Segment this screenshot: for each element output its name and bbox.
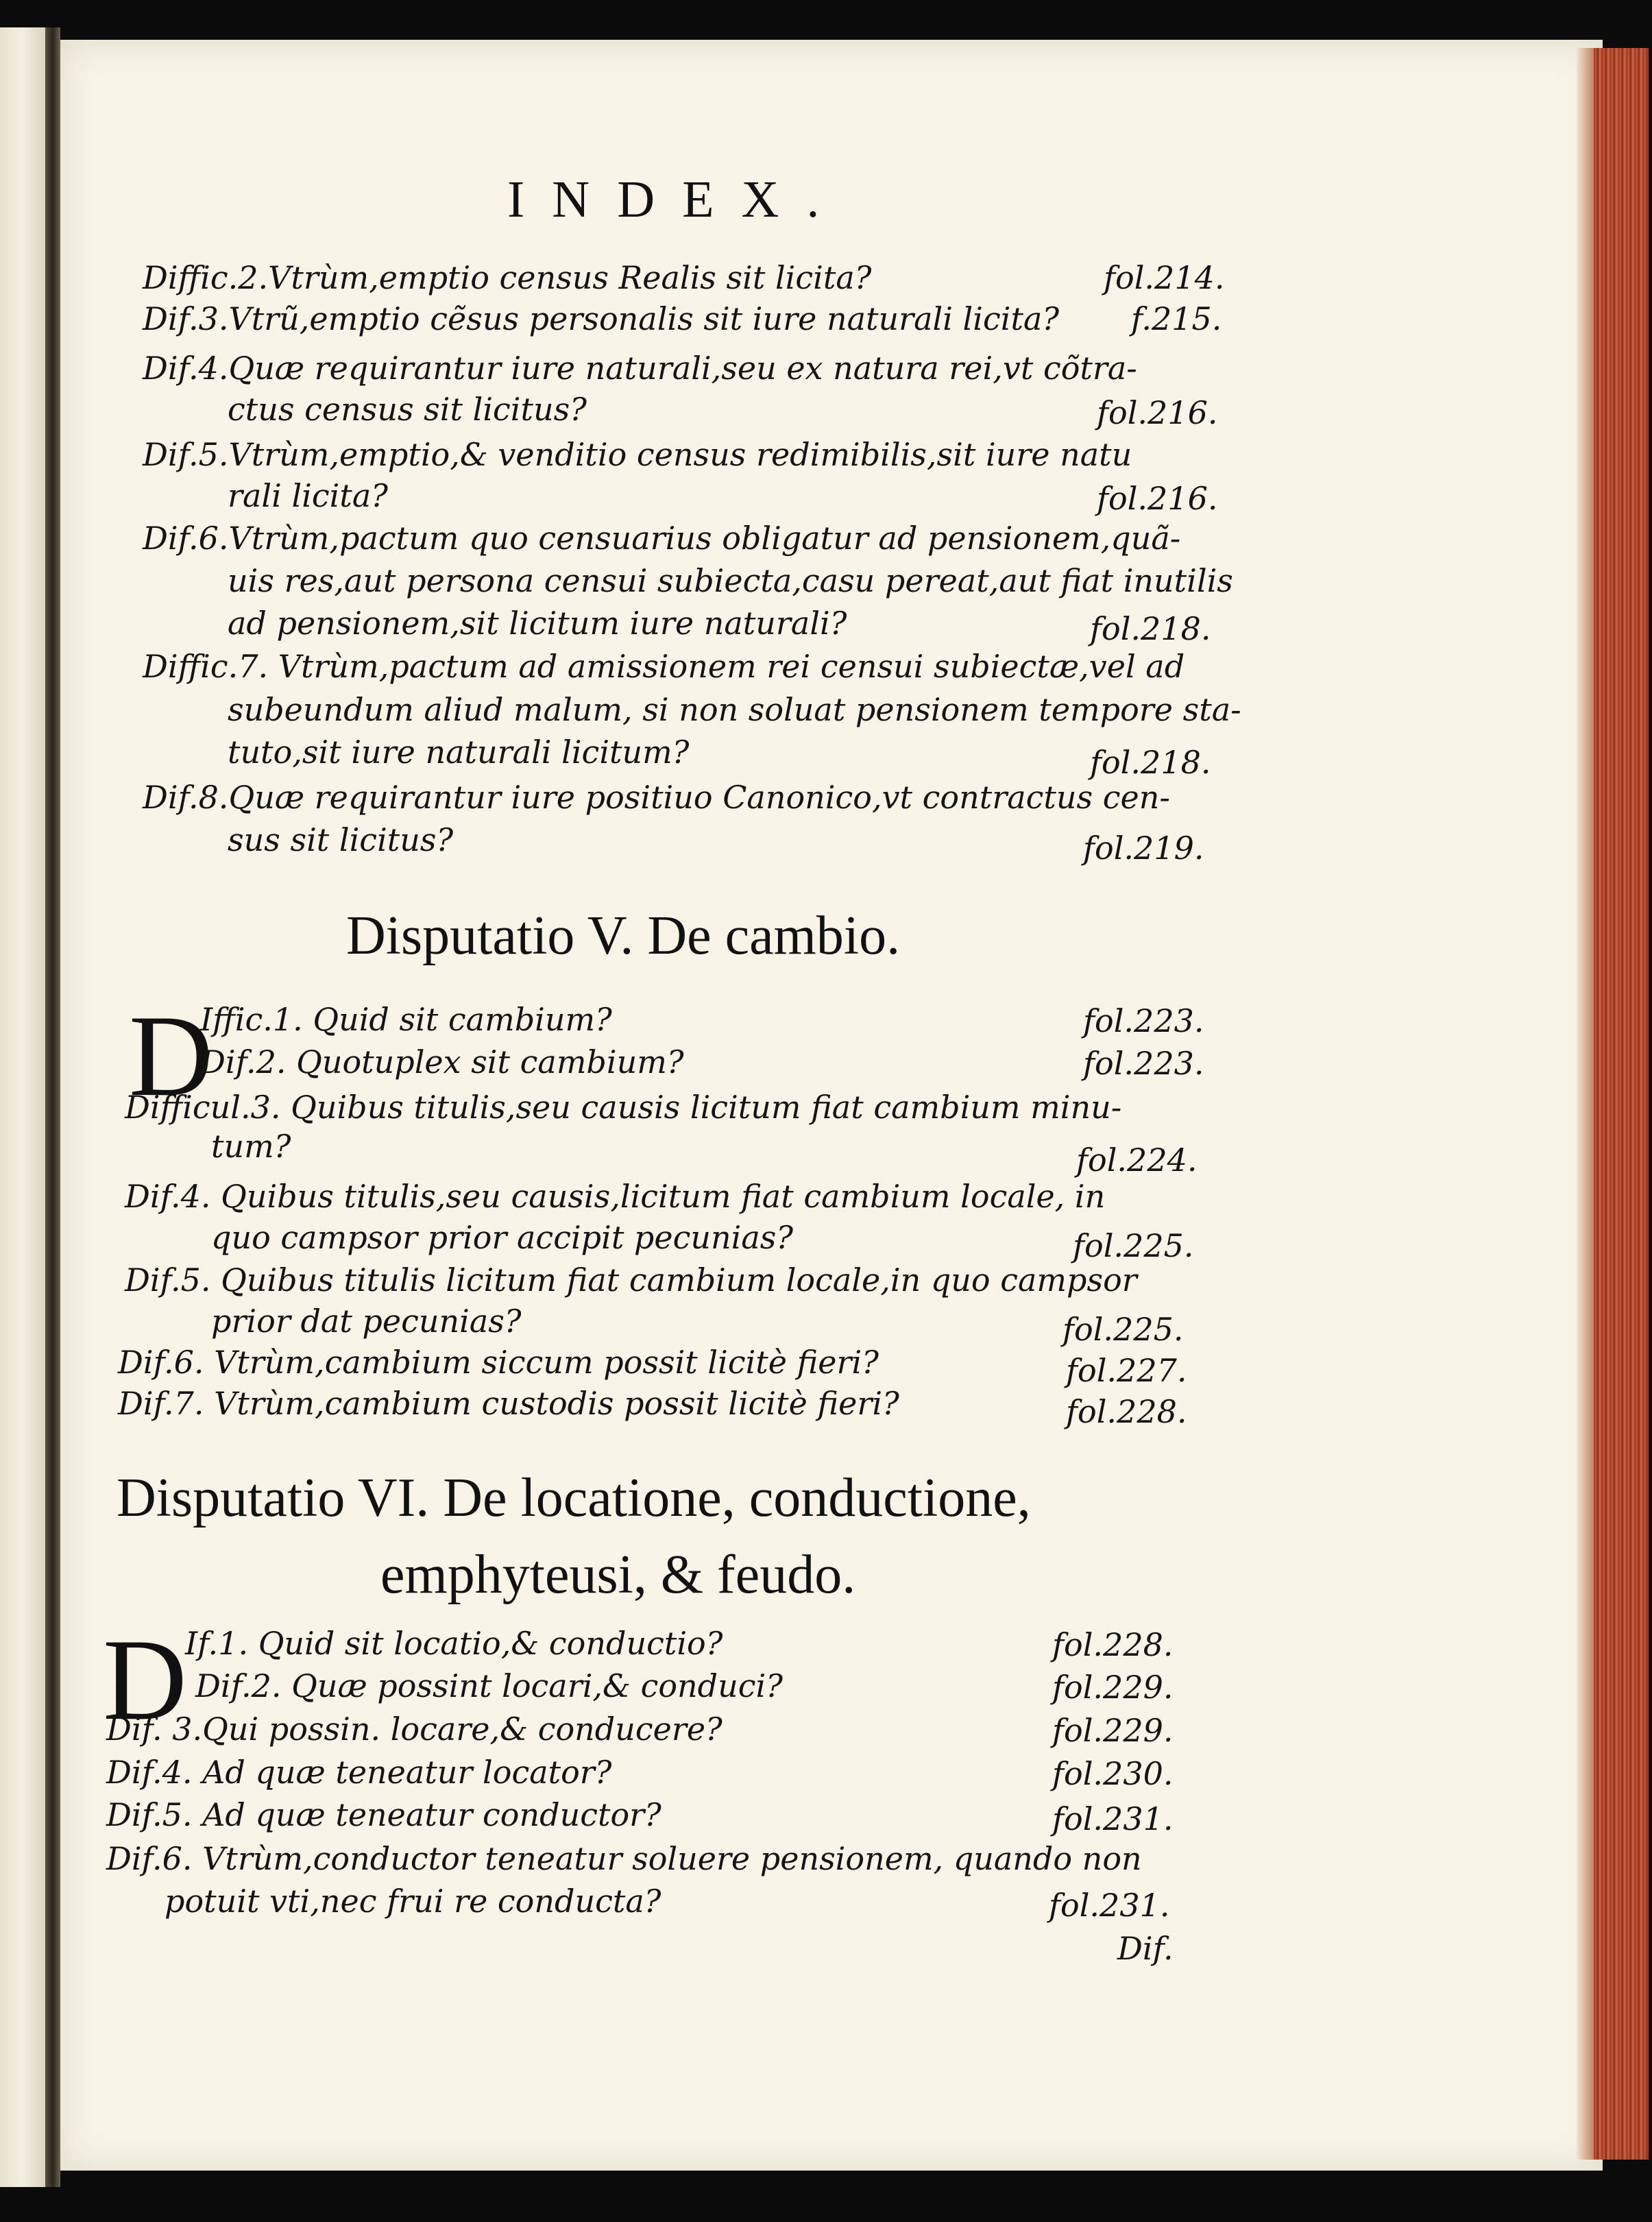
entry-line: Dif.4. Ad quæ teneatur locator? — [106, 1754, 612, 1791]
entry-line: Diffic.7. Vtrùm,pactum ad amissionem rei censui subiectæ,vel ad — [143, 648, 1185, 685]
entry-line: quo campsor prior accipit pecunias? — [211, 1219, 794, 1256]
entry-line: ad pensionem,sit licitum iure naturali? — [228, 605, 847, 642]
section-heading: Disputatio V. De cambio. — [346, 906, 901, 966]
book-gutter — [45, 27, 60, 2187]
drop-cap: D — [103, 1615, 187, 1744]
section-heading-line2: emphyteusi, & feudo. — [380, 1545, 856, 1605]
entry-line: uis res,aut persona censui subiecta,casu pereat,aut fiat inutilis — [228, 562, 1233, 599]
folio: fol.219. — [1083, 830, 1204, 867]
folio: fol.229. — [1052, 1669, 1174, 1706]
folio: fol.216. — [1097, 480, 1218, 517]
red-page-edges — [1594, 48, 1649, 2160]
entry-line: Diffic.2.Vtrùm,emptio census Realis sit licita? — [143, 259, 872, 296]
entry-line: sus sit licitus? — [228, 821, 454, 858]
folio: fol.228. — [1066, 1393, 1187, 1430]
entry-line: Difficul.3. Quibus titulis,seu causis licitum fiat cambium minu- — [125, 1089, 1122, 1126]
entry-line: Dif.3.Vtrũ,emptio cẽsus personalis sit iure naturali licita? — [143, 300, 1060, 337]
folio: fol.231. — [1049, 1887, 1170, 1924]
folio: fol.218. — [1090, 610, 1211, 647]
entry-line: Dif.6. Vtrùm,cambium siccum possit licitè fieri? — [118, 1344, 879, 1381]
entry-line: Dif.8.Quæ requirantur iure positiuo Canonico,vt contractus cen- — [143, 779, 1170, 816]
entry-line: Dif.2. Quotuplex sit cambium? — [200, 1043, 684, 1080]
catchword: Dif. — [1117, 1930, 1174, 1967]
entry-line: Dif.5.Vtrùm,emptio,& venditio census redimibilis,sit iure natu — [143, 436, 1132, 473]
entry-line: potuit vti,nec frui re conducta? — [165, 1883, 661, 1920]
folio: fol.228. — [1052, 1626, 1174, 1663]
folio: fol.223. — [1083, 1045, 1204, 1082]
folio: fol.225. — [1073, 1227, 1194, 1264]
folio: fol.231. — [1052, 1800, 1174, 1837]
entry-line: Dif.5. Quibus titulis licitum fiat cambium locale,in quo campsor — [125, 1261, 1137, 1299]
entry-line: subeundum aliud malum, si non soluat pensionem tempore sta- — [228, 691, 1241, 728]
entry-line: Dif.6. Vtrùm,conductor teneatur soluere pensionem, quando non — [106, 1840, 1142, 1877]
entry-line: Dif.5. Ad quæ teneatur conductor? — [106, 1796, 661, 1833]
folio: fol.227. — [1066, 1352, 1187, 1389]
section-heading: Disputatio VI. De locatione, conductione, — [117, 1468, 1031, 1528]
folio: fol.223. — [1083, 1002, 1204, 1039]
entry-line: Dif.4. Quibus titulis,seu causis,licitum fiat cambium locale, in — [125, 1178, 1106, 1215]
entry-line: prior dat pecunias? — [211, 1303, 522, 1340]
folio: fol.214. — [1104, 259, 1225, 296]
entry-line: Dif.4.Quæ requirantur iure naturali,seu ex natura rei,vt cõtra- — [143, 350, 1137, 387]
folio: fol.216. — [1097, 394, 1218, 431]
entry-line: If.1. Quid sit locatio,& conductio? — [185, 1625, 723, 1662]
entry-line: Dif. 3.Qui possin. locare,& conducere? — [106, 1711, 722, 1748]
folio: f.215. — [1131, 300, 1222, 337]
entry-line: Iffic.1. Quid sit cambium? — [200, 1001, 612, 1038]
folio: fol.225. — [1062, 1311, 1184, 1348]
entry-line: tuto,sit iure naturali licitum? — [228, 734, 690, 771]
entry-line: Dif.2. Quæ possint locari,& conduci? — [195, 1667, 783, 1704]
entry-line: tum? — [211, 1128, 291, 1165]
folio: fol.224. — [1076, 1142, 1198, 1179]
entry-line: Dif.7. Vtrùm,cambium custodis possit licitè fieri? — [118, 1385, 899, 1422]
drop-cap: D — [129, 991, 213, 1120]
entry-line: rali licita? — [228, 477, 388, 514]
entry-line: ctus census sit licitus? — [228, 391, 587, 428]
folio: fol.229. — [1052, 1712, 1174, 1749]
bottom-shadow — [0, 2187, 1652, 2222]
folio: fol.218. — [1090, 744, 1211, 781]
page-header: INDEX. — [507, 171, 847, 228]
entry-line: Dif.6.Vtrùm,pactum quo censuarius obligatur ad pensionem,quã- — [143, 520, 1181, 557]
folio: fol.230. — [1052, 1755, 1174, 1792]
